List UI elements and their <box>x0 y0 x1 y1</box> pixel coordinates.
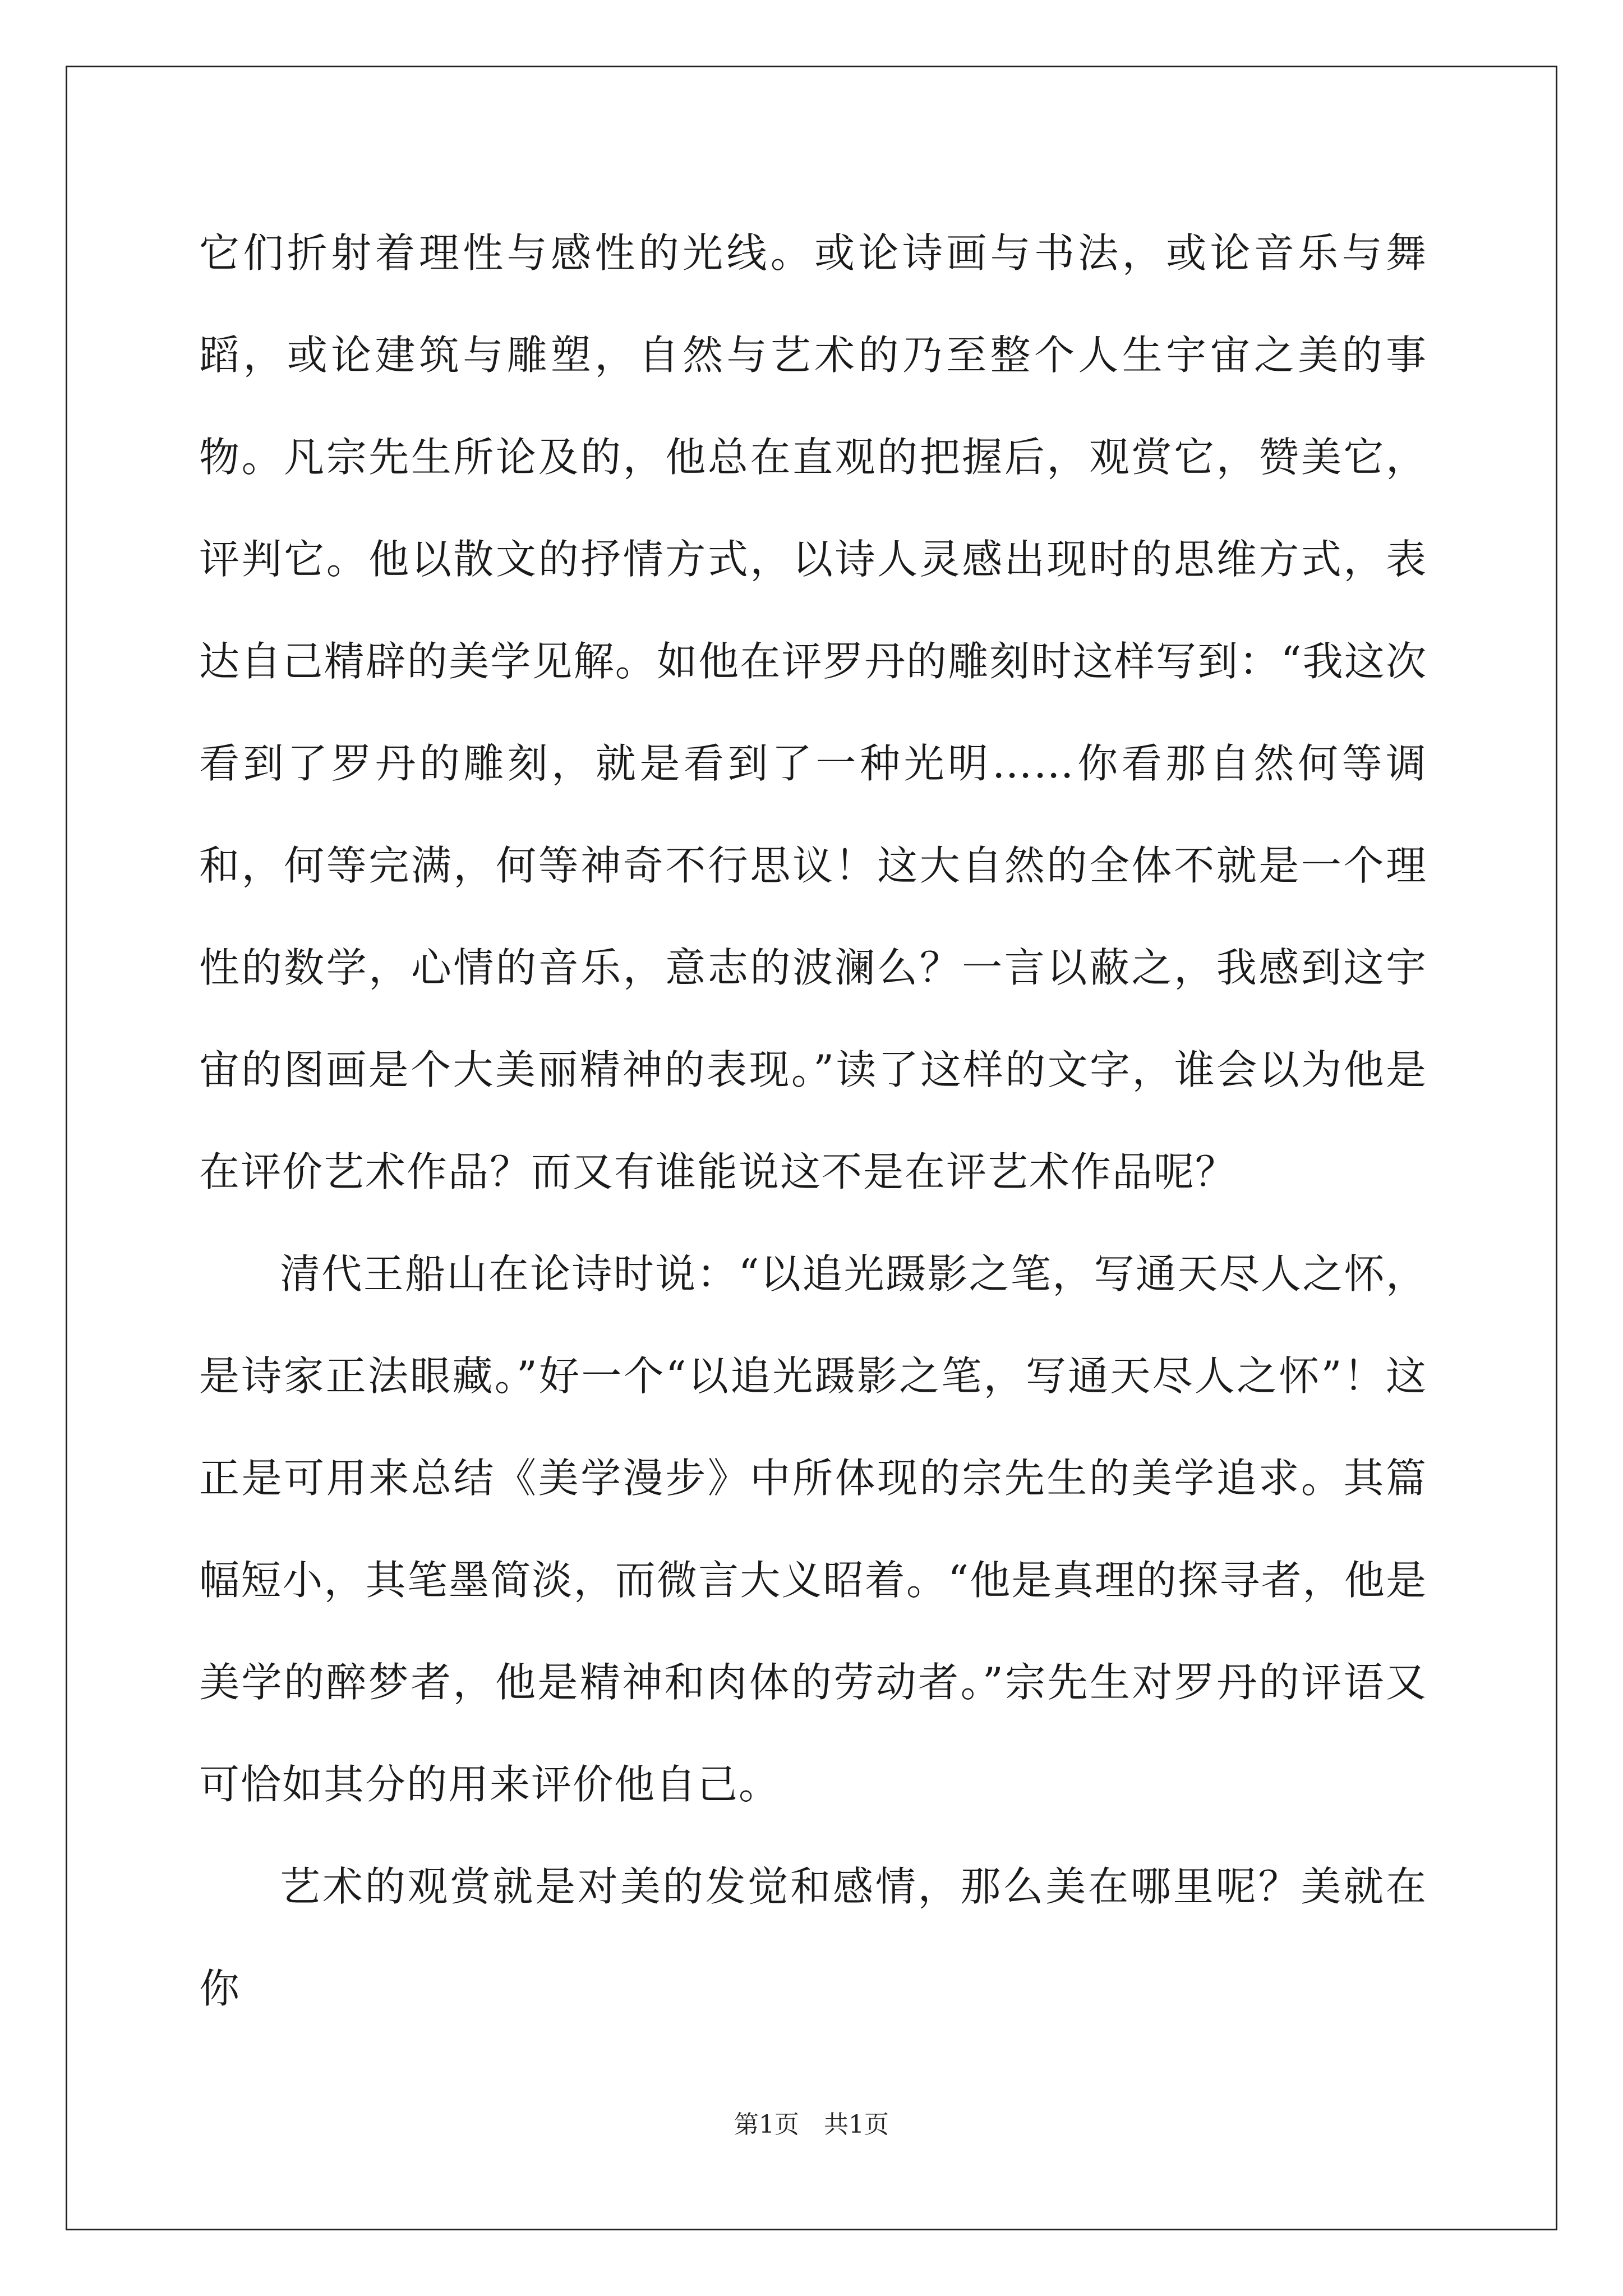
document-body <box>199 202 1427 2040</box>
page-number-label: 第1页 共1页 <box>734 2110 889 2139</box>
paragraph-2: 清代王船山在论诗时说：“以追光蹑影之笔，写通天尽人之怀，是诗家正法眼藏。”好一个“以追光蹑影之笔，写通天尽人之怀”！这正是可用来总结《美学漫步》中所体现的宗先生的美学追求。其篇幅短小，其笔墨简淡，而微言大义昭着。“他是真理的探寻者，他是美学的醉梦者，他是精神和肉体的劳动者。”宗先生对罗丹的评语又可恰如其分的用来评价他自己。 <box>199 1250 1427 1808</box>
paragraph-1: 它们折射着理性与感性的光线。或论诗画与书法，或论音乐与舞蹈，或论建筑与雕塑，自然与艺术的乃至整个人生宇宙之美的事物。凡宗先生所论及的，他总在直观的把握后，观赏它，赞美它，评判它。他以散文的抒情方式，以诗人灵感出现时的思维方式，表达自己精辟的美学见解。如他在评罗丹的雕刻时这样写到：“我这次看到了罗丹的雕刻，就是看到了一种光明……你看那自然何等调和，何等完满，何等神奇不行思议！这大自然的全体不就是一个理性的数学，心情的音乐，意志的波澜么？一言以蔽之，我感到这宇宙的图画是个大美丽精神的表现。”读了这样的文字，谁会以为他是在评价艺术作品？而又有谁能说这不是在评艺术作品呢？ <box>199 229 1427 1195</box>
paragraph-3: 艺术的观赏就是对美的发觉和感情，那么美在哪里呢？美就在你 <box>199 1863 1427 2012</box>
page-footer <box>0 2108 1623 2142</box>
